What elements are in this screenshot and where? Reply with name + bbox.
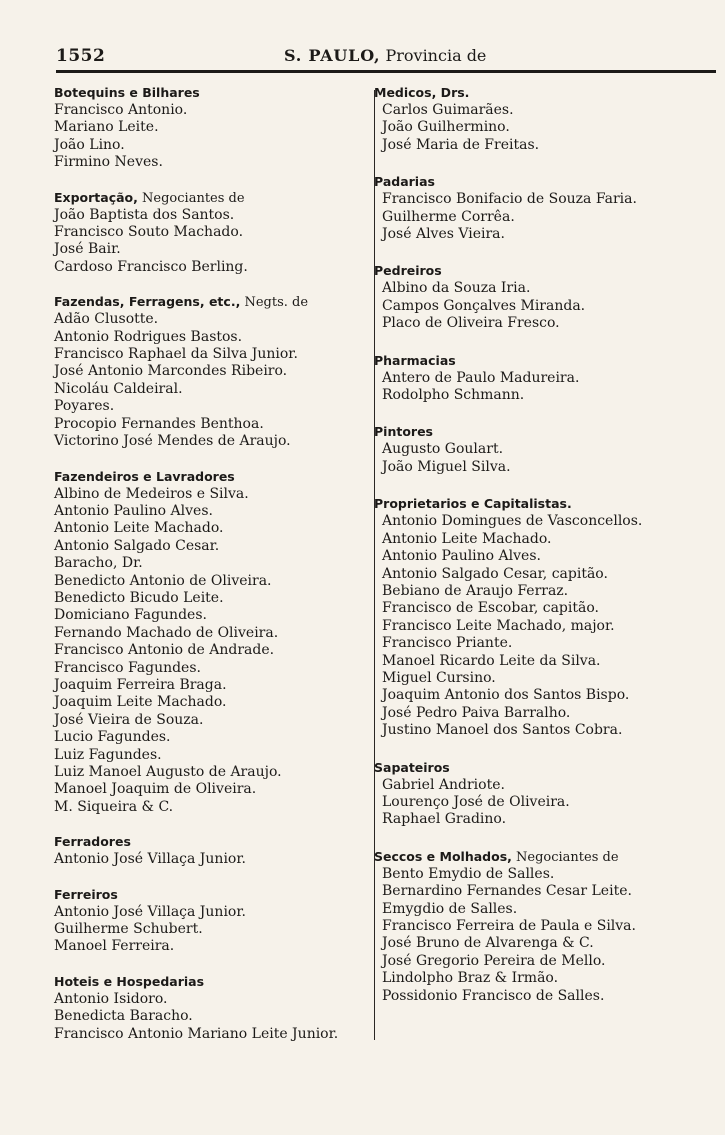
list-item: José Gregorio Pereira de Mello. bbox=[382, 952, 606, 969]
list-item: Antonio Leite Machado. bbox=[54, 520, 224, 537]
section-heading bbox=[54, 469, 372, 486]
page-title-bold: S. PAULO, bbox=[284, 46, 381, 65]
section-heading bbox=[374, 760, 714, 777]
list-item: Francisco Ferreira de Paula e Silva. bbox=[382, 918, 636, 934]
list-item: Antonio Paulino Alves. bbox=[54, 502, 213, 519]
section-heading bbox=[374, 174, 714, 191]
right-column bbox=[374, 85, 714, 1025]
list-item: Joaquim Leite Machado. bbox=[54, 694, 227, 711]
list-item: Luiz Fagundes. bbox=[54, 746, 162, 763]
section-heading-text: Pintores bbox=[374, 424, 433, 440]
list-item: Raphael Gradino. bbox=[382, 811, 507, 828]
list-item: José Vieira de Souza. bbox=[54, 711, 204, 728]
section-heading bbox=[54, 190, 372, 207]
page-header bbox=[56, 44, 716, 73]
entry-list bbox=[54, 207, 372, 277]
section-heading-text: Ferradores bbox=[54, 834, 131, 850]
list-item: Gabriel Andriote. bbox=[382, 776, 505, 793]
list-item: José Pedro Paiva Barralho. bbox=[382, 704, 571, 721]
list-item: Cardoso Francisco Berling. bbox=[54, 258, 248, 275]
list-item: Antonio Leite Machado. bbox=[382, 530, 552, 547]
section-hoteis-e-hospedarias bbox=[54, 974, 372, 1043]
section-heading-text: Ferreiros bbox=[54, 886, 118, 902]
section-heading bbox=[54, 974, 372, 991]
list-item: Campos Gonçalves Miranda. bbox=[382, 297, 586, 314]
list-item: José Maria de Freitas. bbox=[382, 136, 540, 153]
section-botequins-e-bilhares bbox=[54, 85, 372, 172]
list-item: Antonio Domingues de Vasconcellos. bbox=[382, 513, 643, 530]
list-item: José Bruno de Alvarenga & C. bbox=[382, 935, 594, 952]
section-heading bbox=[374, 424, 714, 441]
section-heading-text: Pharmacias bbox=[374, 352, 456, 368]
entry-list bbox=[374, 441, 714, 476]
list-item: Carlos Guimarães. bbox=[382, 102, 514, 118]
section-heading-text: Seccos e Molhados, bbox=[374, 848, 512, 864]
section-heading bbox=[54, 294, 372, 311]
list-item: Francisco Raphael da Silva Junior. bbox=[54, 346, 298, 363]
list-item: Francisco Antonio de Andrade. bbox=[54, 642, 275, 659]
list-item: Antonio Rodrigues Bastos. bbox=[54, 328, 243, 345]
list-item: Manoel Ferreira. bbox=[54, 938, 175, 955]
section-heading-text: Sapateiros bbox=[374, 759, 450, 775]
list-item: José Bair. bbox=[54, 241, 121, 258]
list-item: Miguel Cursino. bbox=[382, 669, 496, 686]
list-item: Bento Emydio de Salles. bbox=[382, 865, 555, 882]
list-item: Francisco Antonio. bbox=[54, 102, 188, 118]
section-heading-text: Padarias bbox=[374, 174, 435, 190]
section-pedreiros bbox=[374, 263, 714, 332]
list-item: Benedicta Baracho. bbox=[54, 1008, 193, 1025]
list-item: Antonio José Villaça Junior. bbox=[54, 851, 246, 868]
list-item: Antonio Isidoro. bbox=[54, 990, 168, 1007]
section-heading bbox=[54, 887, 372, 904]
section-exportacao bbox=[54, 190, 372, 277]
section-padarias bbox=[374, 174, 714, 243]
list-item: Bernardino Fernandes Cesar Leite. bbox=[382, 883, 632, 900]
list-item: Francisco Antonio Mariano Leite Junior. bbox=[54, 1025, 339, 1042]
list-item: João Miguel Silva. bbox=[382, 458, 511, 475]
entry-list bbox=[374, 866, 714, 1005]
section-sapateiros bbox=[374, 760, 714, 829]
section-heading bbox=[374, 353, 714, 370]
list-item: Joaquim Antonio dos Santos Bispo. bbox=[382, 687, 630, 704]
list-item: Fernando Machado de Oliveira. bbox=[54, 624, 279, 641]
list-item: Francisco de Escobar, capitão. bbox=[382, 600, 599, 617]
section-heading bbox=[374, 263, 714, 280]
list-item: Francisco Priante. bbox=[382, 635, 513, 652]
list-item: Antonio Salgado Cesar. bbox=[54, 537, 220, 554]
entry-list bbox=[54, 311, 372, 450]
entry-list bbox=[374, 191, 714, 243]
list-item: Antonio Salgado Cesar, capitão. bbox=[382, 565, 608, 582]
list-item: José Alves Vieira. bbox=[382, 226, 505, 243]
section-heading bbox=[54, 834, 372, 851]
list-item: Domiciano Fagundes. bbox=[54, 607, 207, 624]
entry-list bbox=[54, 851, 372, 868]
section-heading-text: Medicos, Drs. bbox=[374, 85, 470, 100]
list-item: Victorino José Mendes de Araujo. bbox=[54, 433, 291, 450]
list-item: Emygdio de Salles. bbox=[382, 900, 518, 917]
section-heading-text: Pedreiros bbox=[374, 263, 442, 279]
list-item: Albino da Souza Iria. bbox=[382, 280, 531, 297]
section-heading bbox=[374, 496, 714, 513]
section-proprietarios-e-capitalistas bbox=[374, 496, 714, 739]
page-title-rest: Provincia de bbox=[380, 46, 487, 65]
list-item: Baracho, Dr. bbox=[54, 555, 143, 572]
section-heading bbox=[374, 849, 714, 866]
list-item: Nicoláu Caldeiral. bbox=[54, 380, 183, 397]
list-item: Procopio Fernandes Benthoa. bbox=[54, 415, 264, 432]
section-fazendeiros-e-lavradores bbox=[54, 469, 372, 817]
section-heading-text: Proprietarios e Capitalistas. bbox=[374, 496, 572, 512]
list-item: Luiz Manoel Augusto de Araujo. bbox=[54, 764, 282, 780]
list-item: José Antonio Marcondes Ribeiro. bbox=[54, 363, 288, 380]
list-item: Guilherme Corrêa. bbox=[382, 208, 515, 225]
list-item: Antonio Paulino Alves. bbox=[382, 548, 541, 565]
list-item: M. Siqueira & C. bbox=[54, 798, 174, 815]
section-pintores bbox=[374, 424, 714, 476]
section-heading bbox=[54, 85, 372, 102]
section-seccos-e-molhados bbox=[374, 849, 714, 1005]
list-item: Firmino Neves. bbox=[54, 154, 163, 171]
list-item: Francisco Leite Machado, major. bbox=[382, 617, 615, 634]
left-column bbox=[54, 85, 372, 1061]
section-heading-note: Negociantes de bbox=[511, 849, 619, 865]
section-heading-note: Negociantes de bbox=[137, 190, 245, 206]
list-item: João Lino. bbox=[54, 136, 125, 153]
list-item: Augusto Goulart. bbox=[382, 441, 504, 458]
list-item: Justino Manoel dos Santos Cobra. bbox=[382, 722, 623, 739]
list-item: Manoel Ricardo Leite da Silva. bbox=[382, 652, 601, 669]
entry-list bbox=[54, 486, 372, 817]
list-item: João Guilhermino. bbox=[382, 119, 510, 136]
list-item: Rodolpho Schmann. bbox=[382, 387, 525, 404]
section-heading-text: Exportação, bbox=[54, 189, 138, 205]
section-medicos-drs bbox=[374, 85, 714, 154]
section-heading bbox=[374, 85, 714, 102]
section-heading-text: Fazendas, Ferragens, etc., bbox=[54, 294, 241, 310]
list-item: Guilherme Schubert. bbox=[54, 921, 203, 938]
entry-list bbox=[374, 513, 714, 739]
list-item: Lourenço José de Oliveira. bbox=[382, 793, 570, 810]
section-ferradores bbox=[54, 834, 372, 868]
entry-list bbox=[54, 102, 372, 172]
entry-list bbox=[374, 280, 714, 332]
list-item: Benedicto Bicudo Leite. bbox=[54, 589, 224, 606]
list-item: Francisco Fagundes. bbox=[54, 659, 201, 676]
list-item: Poyares. bbox=[54, 398, 115, 415]
list-item: Bebiano de Araujo Ferraz. bbox=[382, 582, 569, 599]
page-title bbox=[284, 46, 486, 65]
list-item: Mariano Leite. bbox=[54, 119, 159, 136]
section-fazendas-ferragens-etc bbox=[54, 294, 372, 450]
section-pharmacias bbox=[374, 353, 714, 405]
section-ferreiros bbox=[54, 887, 372, 956]
list-item: Benedicto Antonio de Oliveira. bbox=[54, 572, 272, 589]
entry-list bbox=[374, 370, 714, 405]
entry-list bbox=[54, 904, 372, 956]
section-heading-text: Fazendeiros e Lavradores bbox=[54, 468, 235, 484]
list-item: João Baptista dos Santos. bbox=[54, 206, 235, 223]
section-heading-note: Negts. de bbox=[240, 295, 309, 311]
list-item: Albino de Medeiros e Silva. bbox=[54, 485, 249, 502]
list-item: Possidonio Francisco de Salles. bbox=[382, 987, 605, 1004]
list-item: Joaquim Ferreira Braga. bbox=[54, 676, 227, 693]
list-item: Francisco Bonifacio de Souza Faria. bbox=[382, 191, 637, 208]
list-item: Adão Clusotte. bbox=[54, 311, 159, 328]
list-item: Antero de Paulo Madureira. bbox=[382, 369, 580, 386]
list-item: Francisco Souto Machado. bbox=[54, 224, 244, 241]
list-item: Lucio Fagundes. bbox=[54, 729, 171, 746]
list-item: Placo de Oliveira Fresco. bbox=[382, 315, 560, 332]
list-item: Lindolpho Braz & Irmão. bbox=[382, 970, 559, 987]
entry-list bbox=[374, 102, 714, 154]
entry-list bbox=[54, 991, 372, 1043]
list-item: Manoel Joaquim de Oliveira. bbox=[54, 781, 257, 798]
section-heading-text: Hoteis e Hospedarias bbox=[54, 973, 205, 989]
list-item: Antonio José Villaça Junior. bbox=[54, 903, 246, 920]
page-number: 1552 bbox=[56, 46, 106, 66]
section-heading-text: Botequins e Bilhares bbox=[54, 85, 200, 100]
entry-list bbox=[374, 777, 714, 829]
